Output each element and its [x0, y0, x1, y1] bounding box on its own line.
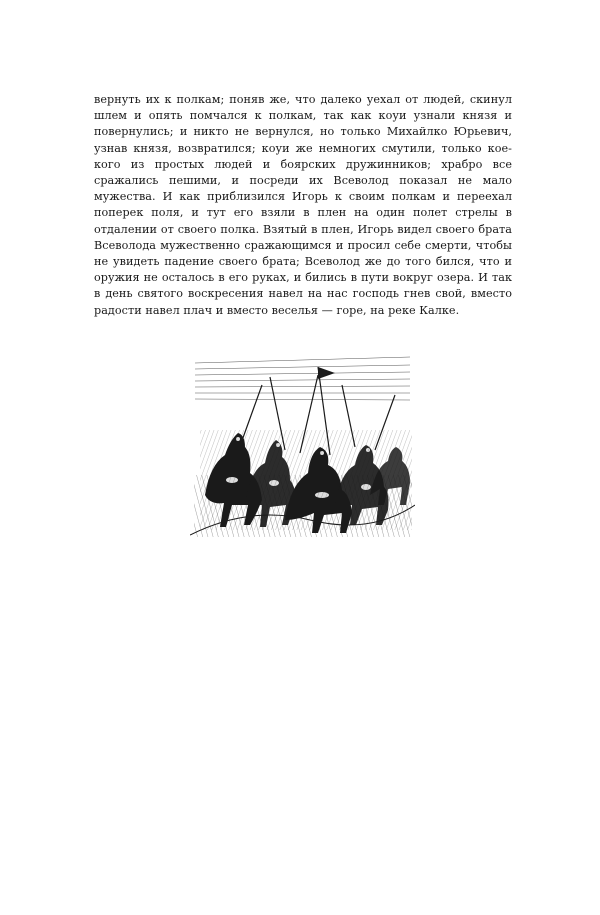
body-text — [94, 92, 512, 319]
sky-hatching — [195, 357, 410, 400]
paragraph: вернуть их к полкам; поняв же, что далеко уехал от людей, скинул шлем и опять помчался к полкам, так как коуи узнали князя и повернулись; и никто не вернулся, но только Михайлко Юрьевич, узнав князя, возвратился; коуи же немногих смутили, только кое-кого из простых людей и боярских дружинников; храбро все сражались пешими, и посреди их Всеволод показал не мало мужества. И как приблизился Игорь к своим полкам и переехал поперек поля, и тут его взяли в плен на один полет стрелы в отдалении от своего полка. Взятый в плен, Игорь видел своего брата Всеволода мужественно сражающимся и просил себе смерти, чтобы не увидеть падение своего брата; Всеволод же до того бился, что и оружия не осталось в его руках, и бились в пути вокруг озера. И так в день святого воскресения навел на нас господь гнев свой, вместо радости навел плач и вместо веселья — горе, на реке Калке. — [94, 93, 512, 317]
engraving-horsemen-battle-icon — [190, 355, 415, 540]
illustration-svg — [190, 355, 415, 540]
banner — [318, 367, 335, 379]
